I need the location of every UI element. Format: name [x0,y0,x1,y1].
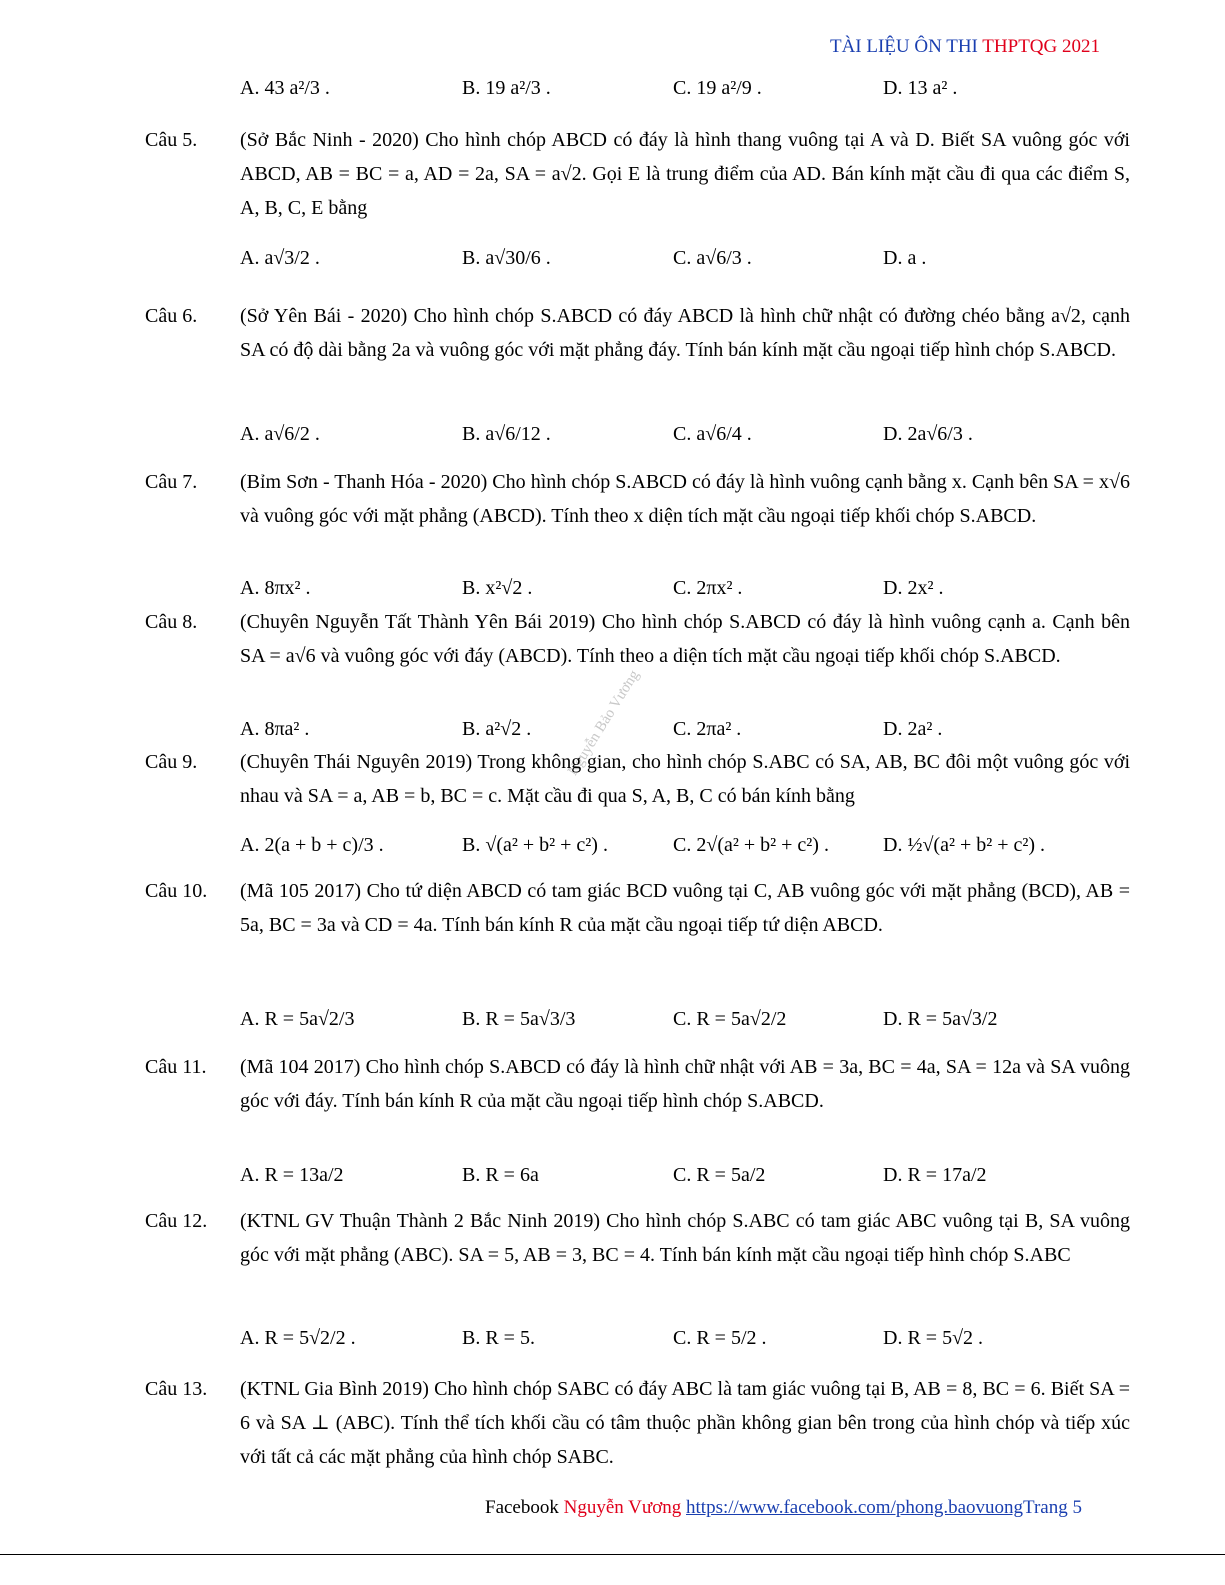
option-a: A. 2(a + b + c)/3 . [240,833,384,856]
question-7 [145,465,1130,533]
question-12 [145,1204,1130,1272]
option-a: A. R = 5a√2/3 [240,1007,355,1030]
question-text: (Bỉm Sơn - Thanh Hóa - 2020) Cho hình chóp S.ABCD có đáy là hình vuông cạnh bằng x. Cạnh bên SA = x√6 và vuông góc với mặt phẳng (ABCD). Tính theo x diện tích mặt cầu ngoại tiếp khối chóp S.ABCD. [240,471,1130,527]
question-10 [145,874,1130,942]
option-a: A. 8πa² . [240,717,310,740]
option-c: C. 2πx² . [673,576,743,599]
question-text: (Mã 104 2017) Cho hình chóp S.ABCD có đáy là hình chữ nhật với AB = 3a, BC = 4a, SA = 12a và SA vuông góc với đáy. Tính bán kính R của mặt cầu ngoại tiếp hình chóp S.ABCD. [240,1056,1130,1112]
option-d: D. 2a√6/3 . [883,422,973,445]
option-c: C. a√6/4 . [673,422,752,445]
question-11 [145,1050,1130,1118]
footer-rule [0,1554,1225,1555]
footer-author: Nguyễn Vương [563,1497,682,1518]
question-text: (KTNL GV Thuận Thành 2 Bắc Ninh 2019) Cho hình chóp S.ABC có tam giác ABC vuông tại B, SA vuông góc với mặt phẳng (ABC). SA = 5, AB = 3, BC = 4. Tính bán kính mặt cầu ngoại tiếp hình chóp S.ABC [240,1210,1130,1266]
question-label: Câu 11. [145,1056,207,1078]
question-text: (Sở Yên Bái - 2020) Cho hình chóp S.ABCD có đáy ABCD là hình chữ nhật có đường chéo bằng a√2, cạnh SA có độ dài bằng 2a và vuông góc với mặt phẳng đáy. Tính bán kính mặt cầu ngoại tiếp hình chóp S.ABCD. [240,305,1130,361]
question-label: Câu 6. [145,305,198,327]
question-label: Câu 5. [145,129,198,151]
option-c: C. R = 5/2 . [673,1326,767,1349]
option-d: D. R = 5√2 . [883,1326,984,1349]
question-10-options [240,997,1110,1041]
option-b: B. x²√2 . [462,576,533,599]
option-d: D. ½√(a² + b² + c²) . [883,833,1046,856]
facebook-link[interactable]: https://www.facebook.com/phong.baovuong [686,1497,1024,1518]
question-text: (Chuyên Thái Nguyên 2019) Trong không gian, cho hình chóp S.ABC có SA, AB, BC đôi một vuông góc với nhau và SA = a, AB = b, BC = c. Mặt cầu đi qua S, A, B, C có bán kính bằng [240,751,1130,807]
option-a: A. R = 13a/2 [240,1163,344,1186]
header-highlight: THPTQG 2021 [982,36,1100,57]
question-text: (KTNL Gia Bình 2019) Cho hình chóp SABC có đáy ABC là tam giác vuông tại B, AB = 8, BC = 6. Biết SA = 6 và SA ⊥ (ABC). Tính thể tích khối cầu có tâm thuộc phần không gian bên trong của hình chóp và tiếp xúc với tất cả các mặt phẳng của hình chóp SABC. [240,1378,1130,1468]
question-text: (Chuyên Nguyễn Tất Thành Yên Bái 2019) Cho hình chóp S.ABCD có đáy là hình vuông cạnh a. Cạnh bên SA = a√6 và vuông góc với đáy (ABCD). Tính theo a diện tích mặt cầu ngoại tiếp khối chóp S.ABCD. [240,611,1130,667]
option-a: A. a√3/2 . [240,246,320,269]
page-number: Trang 5 [1023,1497,1082,1518]
question-5-options [240,236,1110,280]
question-7-options [240,566,1110,610]
footer-prefix: Facebook [485,1497,564,1518]
question-9-options [240,823,1110,867]
page-footer [485,1497,1082,1519]
question-12-options [240,1316,1110,1360]
option-d: D. R = 17a/2 [883,1163,987,1186]
question-6-options [240,412,1110,456]
option-c: C. 19 a²/9 . [673,76,762,99]
option-a: A. R = 5√2/2 . [240,1326,356,1349]
option-c: C. 2πa² . [673,717,742,740]
option-b: B. √(a² + b² + c²) . [462,833,608,856]
option-b: B. a²√2 . [462,717,532,740]
page-header [830,36,1100,58]
option-d: D. 2x² . [883,576,944,599]
question-label: Câu 8. [145,611,198,633]
header-prefix: TÀI LIỆU ÔN THI [829,36,983,57]
option-c: C. R = 5a√2/2 [673,1007,787,1030]
question-5 [145,123,1130,225]
question-13 [145,1372,1130,1474]
question-text: (Mã 105 2017) Cho tứ diện ABCD có tam giác BCD vuông tại C, AB vuông góc với mặt phẳng (BCD), AB = 5a, BC = 3a và CD = 4a. Tính bán kính R của mặt cầu ngoại tiếp tứ diện ABCD. [240,880,1130,936]
question-text: (Sở Bắc Ninh - 2020) Cho hình chóp ABCD có đáy là hình thang vuông tại A và D. Biết SA vuông góc với ABCD, AB = BC = a, AD = 2a, SA = a√2. Gọi E là trung điểm của AD. Bán kính mặt cầu đi qua các điểm S, A, B, C, E bằng [240,129,1130,219]
option-d: D. R = 5a√3/2 [883,1007,998,1030]
question-label: Câu 12. [145,1210,208,1232]
option-c: C. a√6/3 . [673,246,752,269]
question-label: Câu 9. [145,751,198,773]
option-b: B. R = 5a√3/3 [462,1007,576,1030]
top-options [240,66,1110,110]
option-b: B. R = 5. [462,1326,535,1349]
question-label: Câu 10. [145,880,208,902]
option-b: B. R = 6a [462,1163,539,1186]
question-9 [145,745,1130,813]
option-c: C. 2√(a² + b² + c²) . [673,833,829,856]
option-d: D. 2a² . [883,717,943,740]
option-a: A. 8πx² . [240,576,311,599]
option-d: D. 13 a² . [883,76,958,99]
question-label: Câu 7. [145,471,198,493]
question-8 [145,605,1130,673]
question-label: Câu 13. [145,1378,208,1400]
option-b: B. 19 a²/3 . [462,76,551,99]
option-b: B. a√30/6 . [462,246,551,269]
question-6 [145,299,1130,367]
option-d: D. a . [883,246,927,269]
option-b: B. a√6/12 . [462,422,551,445]
watermark: Nguyễn Bảo Vương [565,667,643,779]
option-a: A. 43 a²/3 . [240,76,330,99]
option-c: C. R = 5a/2 [673,1163,766,1186]
question-11-options [240,1153,1110,1197]
option-a: A. a√6/2 . [240,422,320,445]
